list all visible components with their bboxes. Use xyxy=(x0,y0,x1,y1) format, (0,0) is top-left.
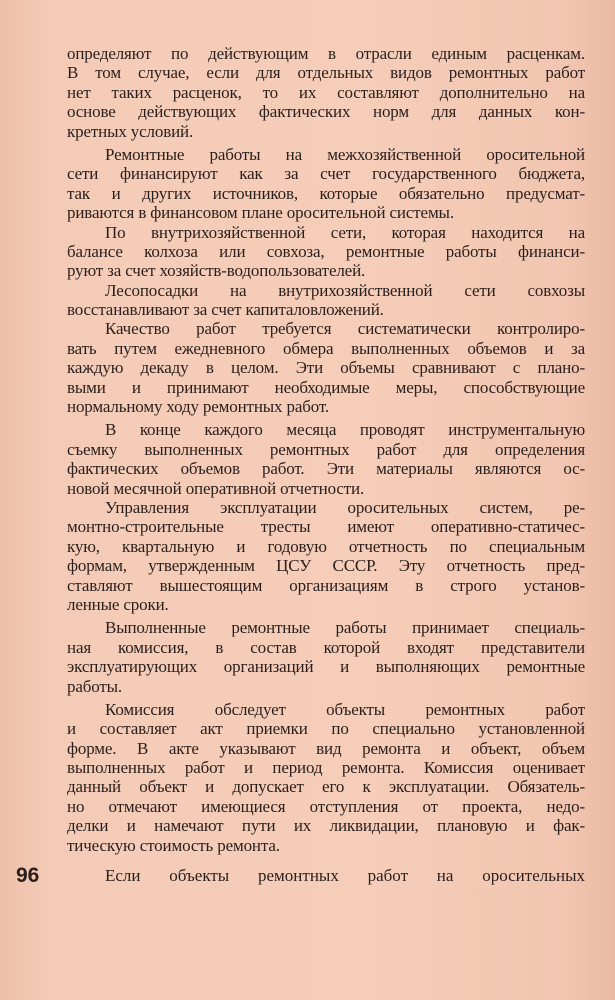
text-line: каждую декаду в целом. Эти объемы сравнивают с плано- xyxy=(67,358,585,378)
text-line: фактических объемов работ. Эти материалы являются ос- xyxy=(67,459,585,479)
text-line: форме. В акте указывают вид ремонта и объект, объем xyxy=(67,738,585,758)
body-text xyxy=(67,44,585,855)
text-line: и составляет акт приемки по специально установленной xyxy=(67,719,585,739)
text-line: Ремонтные работы на межхозяйственной оросительной xyxy=(105,144,585,164)
text-line: Выполненные ремонтные работы принимает специаль- xyxy=(105,618,585,638)
text-line: эксплуатирующих организаций и выполняющих ремонтные xyxy=(67,657,585,677)
text-line: основе действующих фактических норм для данных кон- xyxy=(67,102,585,122)
text-line: формам, утвержденным ЦСУ СССР. Эту отчетность пред- xyxy=(67,556,585,576)
page-number: 96 xyxy=(16,864,40,887)
text-line: сети финансируют как за счет государственного бюджета, xyxy=(67,164,585,184)
text-line: Комиссия обследует объекты ремонтных работ xyxy=(105,699,585,719)
text-line: В том случае, если для отдельных видов ремонтных работ xyxy=(67,63,585,83)
text-line: Качество работ требуется систематически контролиро- xyxy=(105,319,585,339)
text-line: съемку выполненных ремонтных работ для определения xyxy=(67,439,585,459)
text-line: балансе колхоза или совхоза, ремонтные работы финанси- xyxy=(67,241,585,261)
text-line: Управления эксплуатации оросительных систем, ре- xyxy=(105,497,585,517)
text-line: ставляют вышестоящим организациям в строго установ- xyxy=(67,575,585,595)
text-line: выми и принимают необходимые меры, способствующие xyxy=(67,377,585,397)
text-line: руют за счет хозяйств-водопользователей. xyxy=(67,261,366,281)
text-line: выполненных работ и период ремонта. Комиссия оценивает xyxy=(67,758,585,778)
text-line: монтно-строительные тресты имеют оперативно-статичес- xyxy=(67,517,585,537)
text-line: делки и намечают пути их ликвидации, плановую и фак- xyxy=(67,816,585,836)
text-line: кретных условий. xyxy=(67,121,194,141)
text-line: ленные сроки. xyxy=(67,594,169,614)
text-line: В конце каждого месяца проводят инструментальную xyxy=(105,420,585,440)
text-line: нормальному ходу ремонтных работ. xyxy=(67,397,329,417)
text-line: риваются в финансовом плане оросительной системы. xyxy=(67,203,454,223)
continuation-line: Если объекты ремонтных работ на оросительных xyxy=(105,866,585,885)
text-line: вать путем ежедневного обмера выполненных объемов и за xyxy=(67,338,585,358)
text-line: кую, квартальную и годовую отчетность по специальным xyxy=(67,536,585,556)
text-line: так и других источников, которые обязательно предусмат- xyxy=(67,183,585,203)
text-line: ная комиссия, в состав которой входят представители xyxy=(67,637,585,657)
text-line: но отмечают имеющиеся отступления от проекта, недо- xyxy=(67,796,585,816)
text-line: нет таких расценок, то их составляют дополнительно на xyxy=(67,82,585,102)
text-line: восстанавливают за счет капиталовложений. xyxy=(67,300,384,320)
text-line: данный объект и допускает его к эксплуатации. Обязатель- xyxy=(67,777,585,797)
text-line: По внутрихозяйственной сети, которая находится на xyxy=(105,222,585,242)
text-line: новой месячной оперативной отчетности. xyxy=(67,478,365,498)
text-line: определяют по действующим в отрасли единым расценкам. xyxy=(67,44,585,63)
text-line: работы. xyxy=(67,676,123,696)
text-line: тическую стоимость ремонта. xyxy=(67,835,280,855)
text-line: Лесопосадки на внутрихозяйственной сети совхозы xyxy=(105,280,585,300)
